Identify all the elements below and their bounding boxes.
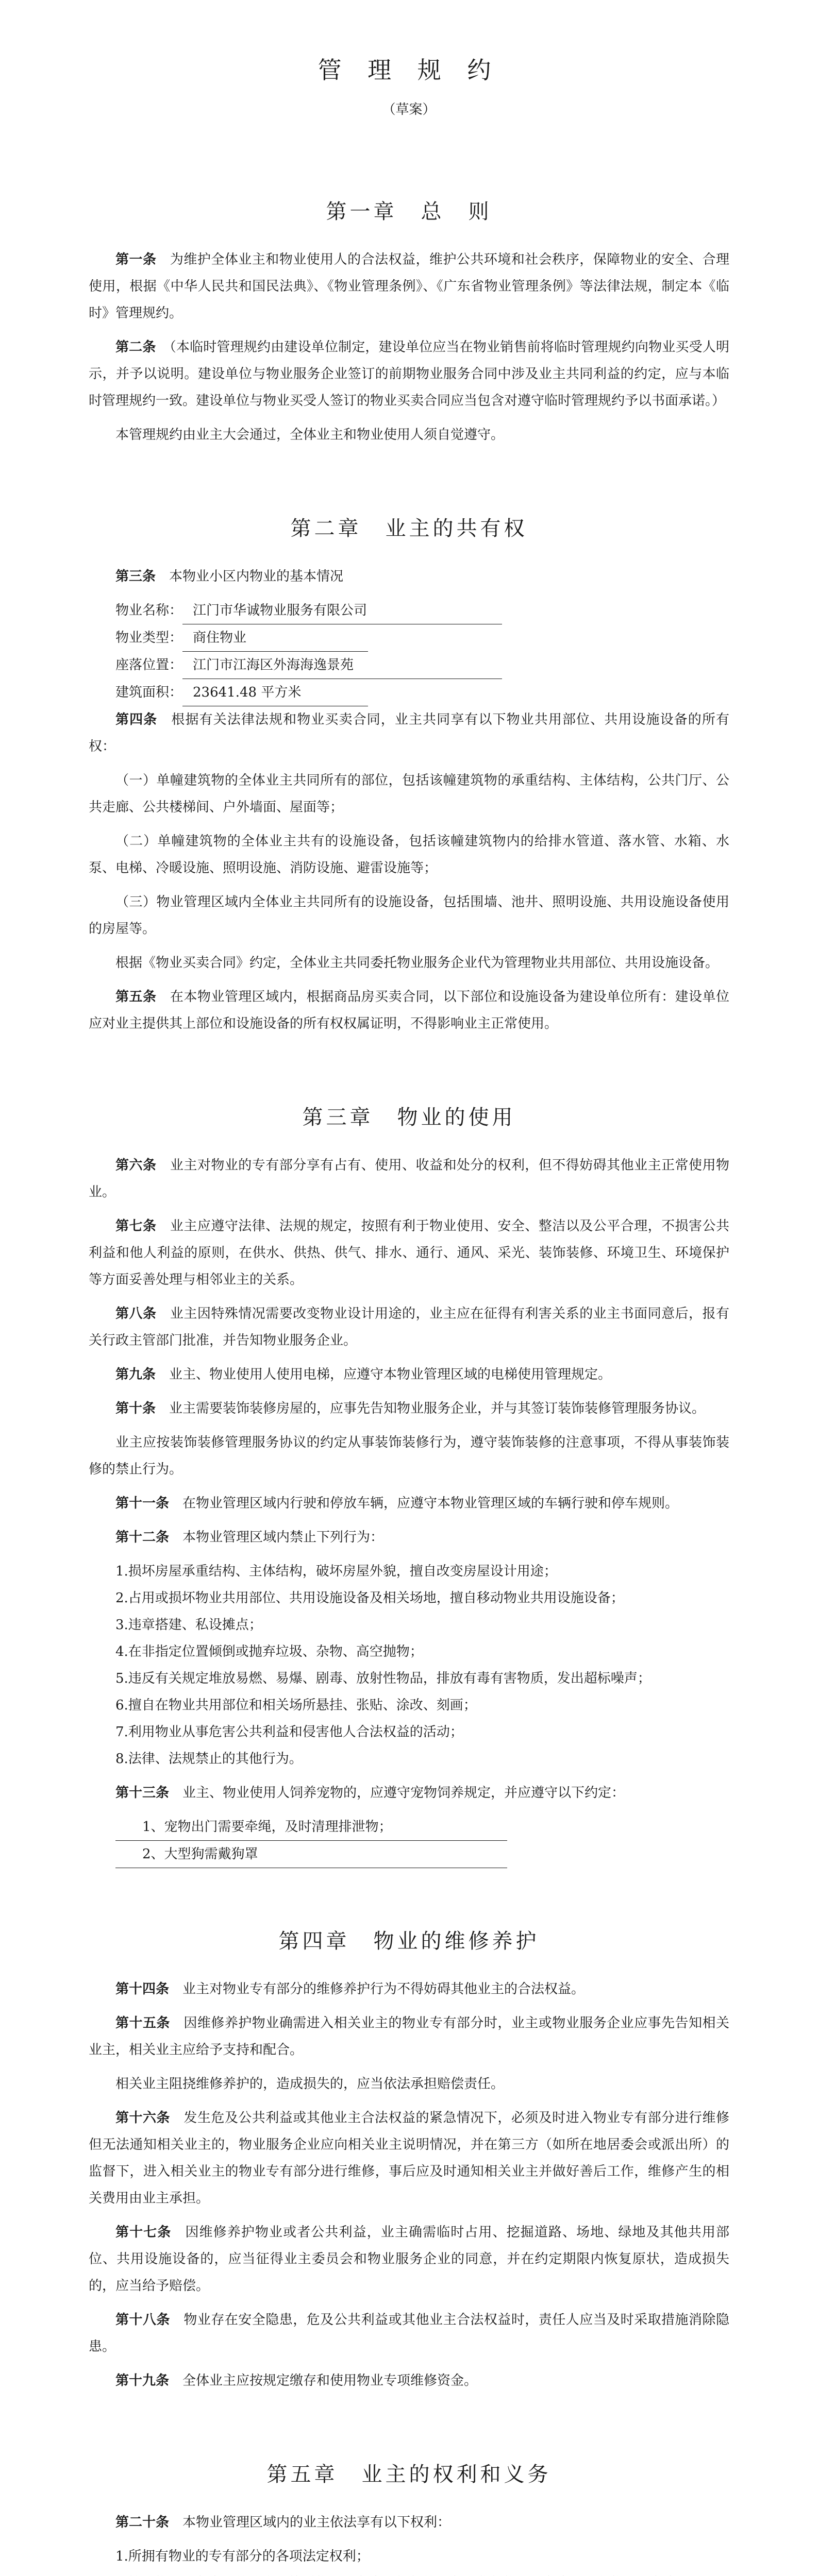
article-19: 第十九条 全体业主应按规定缴存和使用物业专项维修资金。 xyxy=(115,2373,478,2388)
chapter-heading: 第二章 业主的共有权 xyxy=(290,517,528,540)
list-item: 3.违章搭建、私设摊点； xyxy=(115,1617,262,1633)
article-9: 第九条 业主、物业使用人使用电梯，应遵守本物业管理区域的电梯使用管理规定。 xyxy=(115,1367,612,1382)
article-10: 第十条 业主需要装饰装修房屋的，应事先告知物业服务企业，并与其签订装饰装修管理服务协议。 xyxy=(115,1401,706,1416)
paragraph: 根据《物业买卖合同》约定，全体业主共同委托物业服务企业代为管理物业共用部位、共用设施设备。 xyxy=(115,955,719,971)
chapter-2 xyxy=(89,512,729,1037)
property-location-value: 江门市江海区外海海逸景苑 xyxy=(182,652,502,679)
chapter-heading: 第五章 业主的权利和义务 xyxy=(266,2463,552,2486)
article-18: 第十八条 物业存在安全隐患，危及公共利益或其他业主合法权益时，责任人应当及时采取措施消除隐患。 xyxy=(89,2312,729,2354)
document-title: 管 理 规 约 xyxy=(318,56,500,84)
pet-rule-1: 1、宠物出门需要牵绳，及时清理排泄物； xyxy=(89,1814,729,1841)
paragraph: 相关业主阻挠维修养护的，造成损失的，应当依法承担赔偿责任。 xyxy=(115,2076,505,2092)
list-item: 2.占用或损坏物业共用部位、共用设施设备及相关场地，擅自移动物业共用设施设备； xyxy=(115,1590,624,1606)
article-2: 第二条 （本临时管理规约由建设单位制定，建设单位应当在物业销售前将临时管理规约向物业买受人明示，并予以说明。建设单位与物业服务企业签订的前期物业服务合同中涉及业主共同利益的约定，应与本临时管理规约一致。建设单位与物业买受人签订的物业买卖合同应当包含对遵守临时管理规约予以书面承诺。） xyxy=(89,340,729,409)
paragraph: （一）单幢建筑物的全体业主共同所有的部位，包括该幢建筑物的承重结构、主体结构，公共门厅、公共走廊、公共楼梯间、户外墙面、屋面等； xyxy=(89,773,729,815)
list-item: 6.擅自在物业共用部位和相关场所悬挂、张贴、涂改、刻画； xyxy=(115,1698,477,1713)
article-20: 第二十条 本物业管理区域内的业主依法享有以下权利： xyxy=(115,2515,451,2530)
article-6: 第六条 业主对物业的专有部分享有占有、使用、收益和处分的权利，但不得妨碍其他业主正常使用物业。 xyxy=(89,1158,729,1200)
property-location-row: 座落位置： 江门市江海区外海海逸景苑 xyxy=(89,652,729,679)
article-17: 第十七条 因维修养护物业或者公共利益，业主确需临时占用、挖掘道路、场地、绿地及其他共用部位、共用设施设备的，应当征得业主委员会和物业服务企业的同意，并在约定期限内恢复原状，造成损失的，应当给予赔偿。 xyxy=(89,2225,729,2294)
paragraph: （二）单幢建筑物的全体业主共有的设施设备，包括该幢建筑物内的给排水管道、落水管、水箱、水泵、电梯、冷暖设施、照明设施、消防设施、避雷设施等； xyxy=(89,834,729,876)
property-type-value: 商住物业 xyxy=(182,624,368,652)
list-item: 5.违反有关规定堆放易燃、易爆、剧毒、放射性物品，排放有毒有害物质，发出超标噪声； xyxy=(115,1671,651,1686)
paragraph: 业主应按装饰装修管理服务协议的约定从事装饰装修行为，遵守装饰装修的注意事项，不得从事装饰装修的禁止行为。 xyxy=(89,1435,729,1477)
article-15: 第十五条 因维修养护物业确需进入相关业主的物业专有部分时，业主或物业服务企业应事先告知相关业主，相关业主应给予支持和配合。 xyxy=(89,2015,729,2058)
property-type-row: 物业类型： 商住物业 xyxy=(89,624,729,652)
property-name-row: 物业名称： 江门市华诚物业服务有限公司 xyxy=(89,597,729,624)
chapter-heading: 第三章 物业的使用 xyxy=(302,1106,516,1129)
article-7: 第七条 业主应遵守法律、法规的规定，按照有利于物业使用、安全、整洁以及公平合理，不损害公共利益和他人利益的原则，在供水、供热、供气、排水、通行、通风、采光、装饰装修、环境卫生、环境保护等方面妥善处理与相邻业主的关系。 xyxy=(89,1218,729,1287)
chapter-1 xyxy=(89,195,729,448)
chapter-5 xyxy=(89,2458,729,2576)
article-14: 第十四条 业主对物业专有部分的维修养护行为不得妨碍其他业主的合法权益。 xyxy=(115,1981,585,1997)
article-3: 第三条 本物业小区内物业的基本情况 xyxy=(115,569,344,584)
article-13: 第十三条 业主、物业使用人饲养宠物的，应遵守宠物饲养规定，并应遵守以下约定： xyxy=(115,1785,625,1801)
article-12: 第十二条 本物业管理区域内禁止下列行为： xyxy=(115,1530,384,1545)
chapter-4 xyxy=(89,1925,729,2394)
chapter-heading: 第一章 总 则 xyxy=(326,200,492,224)
article-5: 第五条 在本物业管理区域内，根据商品房买卖合同，以下部位和设施设备为建设单位所有：建设单位应对业主提供其上部位和设施设备的所有权权属证明，不得影响业主正常使用。 xyxy=(89,989,729,1031)
article-1: 第一条 为维护全体业主和物业使用人的合法权益，维护公共环境和社会秩序，保障物业的安全、合理使用，根据《中华人民共和国民法典》、《物业管理条例》、《广东省物业管理条例》等法律法规，制定本《临时》管理规约。 xyxy=(89,252,729,321)
property-area-value: 23641.48 平方米 xyxy=(182,679,368,706)
paragraph: （三）物业管理区域内全体业主共同所有的设施设备，包括围墙、池井、照明设施、共用设施设备使用的房屋等。 xyxy=(89,894,729,937)
chapter-heading: 第四章 物业的维修养护 xyxy=(278,1929,540,1953)
list-item: 1.损坏房屋承重结构、主体结构，破坏房屋外貌，擅自改变房屋设计用途； xyxy=(115,1564,557,1579)
list-item xyxy=(89,2570,729,2576)
property-area-row: 建筑面积： 23641.48 平方米 xyxy=(89,679,729,706)
property-name-value: 江门市华诚物业服务有限公司 xyxy=(182,597,502,624)
article-16: 第十六条 发生危及公共利益或其他业主合法权益的紧急情况下，必须及时进入物业专有部分进行维修但无法通知相关业主的，物业服务企业应向相关业主说明情况，并在第三方（如所在地居委会或派出所）的监督下，进入相关业主的物业专有部分进行维修，事后应及时通知相关业主并做好善后工作，维修产生的相关费用由业主承担。 xyxy=(89,2110,729,2206)
article-8: 第八条 业主因特殊情况需要改变物业设计用途的，业主应在征得有利害关系的业主书面同意后，报有关行政主管部门批准，并告知物业服务企业。 xyxy=(89,1306,729,1348)
list-item: 4.在非指定位置倾倒或抛弃垃圾、杂物、高空抛物； xyxy=(115,1644,423,1659)
chapter-3 xyxy=(89,1101,729,1868)
article-11: 第十一条 在物业管理区域内行驶和停放车辆，应遵守本物业管理区域的车辆行驶和停车规则。 xyxy=(115,1496,679,1511)
paragraph: 本管理规约由业主大会通过，全体业主和物业使用人须自觉遵守。 xyxy=(115,427,505,443)
list-item: 1.所拥有物业的专有部分的各项法定权利； xyxy=(115,2549,370,2564)
document-subtitle: （草案） xyxy=(382,102,436,117)
article-4: 第四条 根据有关法律法规和物业买卖合同，业主共同享有以下物业共用部位、共用设施设备的所有权： xyxy=(89,712,729,754)
list-item: 7.利用物业从事危害公共利益和侵害他人合法权益的活动； xyxy=(115,1724,463,1740)
pet-rule-2: 2、大型狗需戴狗罩 xyxy=(89,1841,729,1868)
list-item: 8.法律、法规禁止的其他行为。 xyxy=(115,1751,303,1767)
